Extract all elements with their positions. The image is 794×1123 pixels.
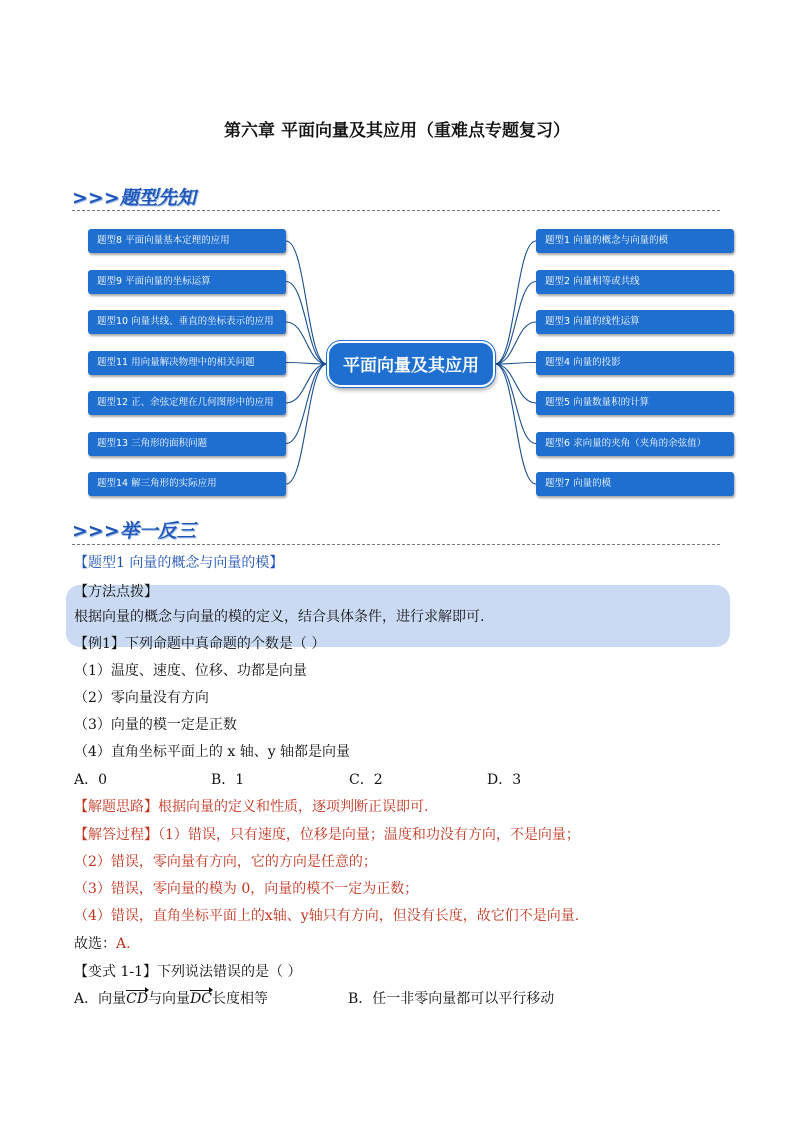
mind-map-connector-right-2 (495, 282, 536, 365)
mind-map-topic-left-1: 题型8 平面向量基本定理的应用 (88, 229, 286, 253)
mind-map-connector-right-7 (495, 364, 536, 484)
answer-line (74, 934, 131, 954)
mind-map (0, 222, 794, 502)
mind-map-center: 平面向量及其应用 (327, 341, 495, 387)
mind-map-topic-left-6: 题型13 三角形的面积问题 (88, 432, 286, 456)
section-banner-practice: >>>举一反三 (72, 520, 196, 542)
statement: （1）温度、速度、位移、功都是向量 (74, 663, 307, 679)
example-label: 【例1】 (74, 636, 125, 652)
statement: （2）零向量没有方向 (74, 690, 209, 706)
method-text: 根据向量的概念与向量的模的定义，结合具体条件，进行求解即可. (74, 609, 485, 625)
example-text: 下列命题中真命题的个数是（ ） (124, 636, 326, 652)
mind-map-connector-left-5 (286, 364, 327, 403)
mind-map-connector-left-2 (286, 282, 327, 365)
mind-map-connector-left-7 (286, 364, 327, 484)
solution-idea (74, 797, 428, 817)
solution-line: （3）错误，零向量的模为 0，向量的模不一定为正数； (74, 881, 419, 897)
vector-dc: DC (190, 991, 212, 1007)
mind-map-connector-right-5 (495, 364, 536, 403)
solution-process-label: 【解答过程】 (74, 827, 158, 843)
mind-map-topic-right-5: 题型5 向量数量积的计算 (536, 391, 734, 415)
section-heading: 【题型1 向量的概念与向量的模】 (74, 555, 284, 571)
variant-text: 下列说法错误的是（ ） (157, 964, 302, 980)
answer-label: 故选： (74, 936, 116, 952)
mind-map-topic-right-2: 题型2 向量相等或共线 (536, 270, 734, 294)
divider (72, 544, 720, 545)
variant-question (74, 962, 301, 982)
section-banner-overview: >>>题型先知 (72, 187, 196, 209)
solution-process (74, 825, 580, 845)
mind-map-topic-right-7: 题型7 向量的模 (536, 472, 734, 496)
mind-map-topic-left-4: 题型11 用向量解决物理中的相关问题 (88, 351, 286, 375)
solution-line: （2）错误，零向量有方向，它的方向是任意的； (74, 854, 377, 870)
solution-line: （1）错误，只有速度，位移是向量；温度和功没有方向，不是向量； (158, 827, 580, 843)
variant-option-a: A．向量CD与向量DC长度相等 (74, 991, 268, 1007)
answer-options (74, 770, 734, 790)
option-c: C．2 (349, 772, 383, 788)
mind-map-topic-left-5: 题型12 正、余弦定理在几何图形中的应用 (88, 391, 286, 415)
mind-map-connector-left-6 (286, 364, 327, 444)
mind-map-connector-right-6 (495, 364, 536, 444)
mind-map-connector-left-1 (286, 241, 327, 364)
option-a: A．0 (74, 772, 108, 788)
mind-map-topic-right-1: 题型1 向量的概念与向量的模 (536, 229, 734, 253)
mind-map-topic-left-7: 题型14 解三角形的实际应用 (88, 472, 286, 496)
method-label: 【方法点拨】 (74, 584, 158, 600)
mind-map-connector-right-3 (495, 322, 536, 364)
solution-idea-label: 【解题思路】 (74, 799, 158, 815)
mind-map-topic-right-6: 题型6 求向量的夹角（夹角的余弦值） (536, 432, 734, 456)
divider (72, 210, 720, 211)
variant-options (74, 989, 734, 1009)
mind-map-topic-left-2: 题型9 平面向量的坐标运算 (88, 270, 286, 294)
mind-map-connector-right-1 (495, 241, 536, 364)
vector-cd: CD (126, 991, 149, 1007)
statement: （3）向量的模一定是正数 (74, 717, 237, 733)
variant-label: 【变式 1-1】 (74, 964, 157, 980)
answer-value: A. (116, 936, 131, 952)
mind-map-topic-right-3: 题型3 向量的线性运算 (536, 310, 734, 334)
example-question (74, 634, 325, 654)
solution-line: （4）错误，直角坐标平面上的x轴、y轴只有方向，但没有长度，故它们不是向量. (74, 908, 580, 924)
mind-map-topic-right-4: 题型4 向量的投影 (536, 351, 734, 375)
statement: （4）直角坐标平面上的 x 轴、y 轴都是向量 (74, 744, 351, 760)
page-title: 第六章 平面向量及其应用（重难点专题复习） (224, 121, 570, 141)
mind-map-topic-left-3: 题型10 向量共线、垂直的坐标表示的应用 (88, 310, 286, 334)
option-d: D．3 (487, 772, 522, 788)
option-b: B．1 (211, 772, 245, 788)
mind-map-connector-left-3 (286, 322, 327, 364)
solution-idea-text: 根据向量的定义和性质，逐项判断正误即可. (158, 799, 429, 815)
variant-option-b: B．任一非零向量都可以平行移动 (348, 991, 555, 1007)
